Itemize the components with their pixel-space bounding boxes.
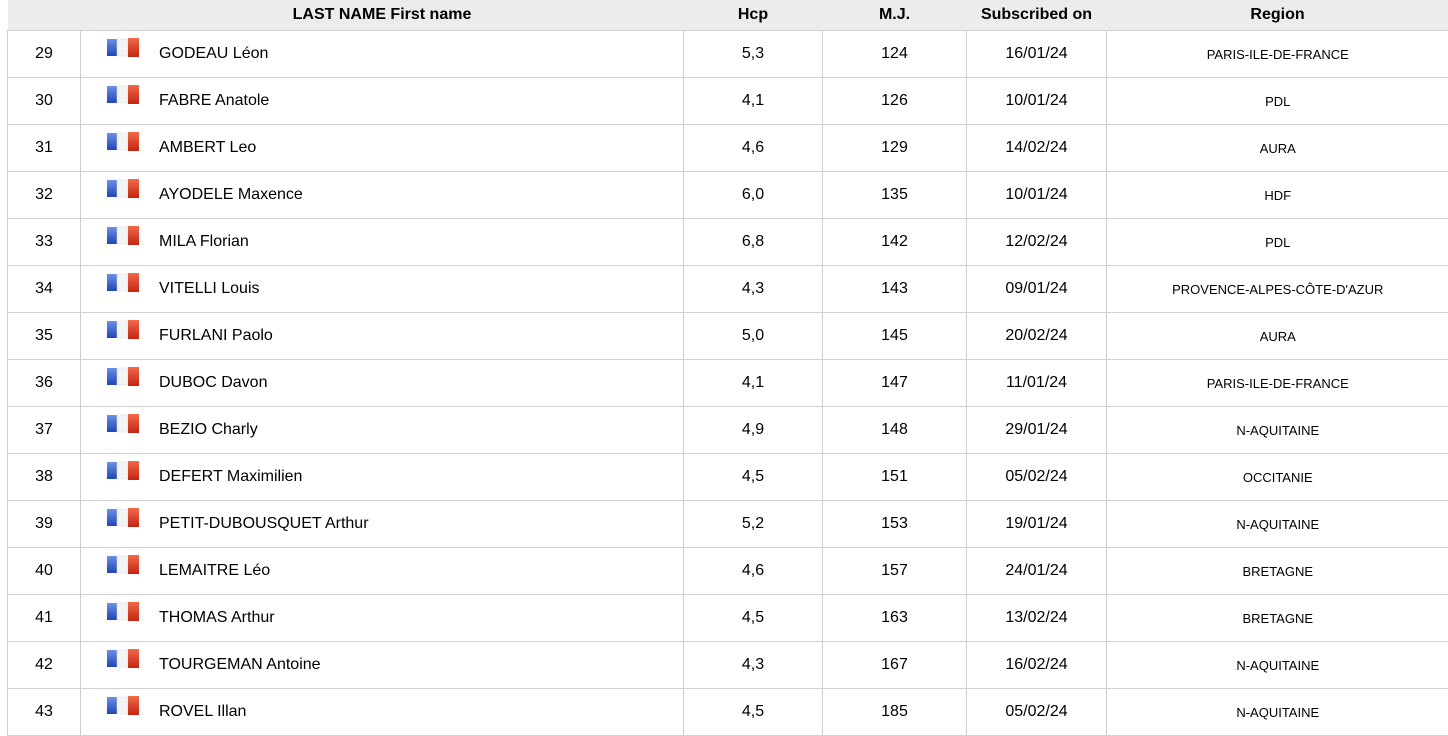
row-region: PARIS-ILE-DE-FRANCE <box>1107 360 1448 407</box>
row-hcp: 5,3 <box>684 31 823 78</box>
players-table <box>7 0 1448 736</box>
france-flag-icon <box>106 601 140 623</box>
row-hcp: 4,1 <box>684 78 823 125</box>
row-subscribed: 05/02/24 <box>967 689 1107 736</box>
row-name-cell <box>81 548 684 595</box>
row-subscribed: 29/01/24 <box>967 407 1107 454</box>
row-name-cell <box>81 454 684 501</box>
row-name-cell <box>81 595 684 642</box>
row-mj: 185 <box>823 689 967 736</box>
row-hcp: 5,2 <box>684 501 823 548</box>
name-wrap <box>81 360 683 406</box>
row-rank: 36 <box>8 360 81 407</box>
row-hcp: 4,6 <box>684 548 823 595</box>
row-subscribed: 10/01/24 <box>967 172 1107 219</box>
row-subscribed: 13/02/24 <box>967 595 1107 642</box>
player-name[interactable]: DEFERT Maximilien <box>159 468 302 486</box>
france-flag-icon <box>106 413 140 435</box>
table-row[interactable] <box>8 642 1448 689</box>
header-name[interactable]: LAST NAME First name <box>81 0 684 31</box>
row-region: PDL <box>1107 78 1448 125</box>
row-hcp: 4,9 <box>684 407 823 454</box>
france-flag-icon <box>106 507 140 529</box>
row-subscribed: 09/01/24 <box>967 266 1107 313</box>
table-row[interactable] <box>8 31 1448 78</box>
player-name[interactable]: GODEAU Léon <box>159 45 268 63</box>
row-region: OCCITANIE <box>1107 454 1448 501</box>
header-row <box>8 0 1448 31</box>
table-row[interactable] <box>8 454 1448 501</box>
player-name[interactable]: VITELLI Louis <box>159 280 260 298</box>
player-name[interactable]: AYODELE Maxence <box>159 186 303 204</box>
row-region: N-AQUITAINE <box>1107 642 1448 689</box>
row-rank: 40 <box>8 548 81 595</box>
france-flag-icon <box>106 178 140 200</box>
header-mj[interactable]: M.J. <box>823 0 967 31</box>
row-rank: 42 <box>8 642 81 689</box>
row-name-cell <box>81 172 684 219</box>
row-mj: 153 <box>823 501 967 548</box>
row-name-cell <box>81 689 684 736</box>
france-flag-icon <box>106 366 140 388</box>
player-name[interactable]: THOMAS Arthur <box>159 609 275 627</box>
row-rank: 38 <box>8 454 81 501</box>
row-rank: 43 <box>8 689 81 736</box>
france-flag-icon <box>106 37 140 59</box>
name-wrap <box>81 31 683 77</box>
row-name-cell <box>81 642 684 689</box>
row-rank: 39 <box>8 501 81 548</box>
table-row[interactable] <box>8 78 1448 125</box>
row-subscribed: 16/01/24 <box>967 31 1107 78</box>
header-region[interactable]: Region <box>1107 0 1448 31</box>
row-hcp: 6,8 <box>684 219 823 266</box>
row-mj: 124 <box>823 31 967 78</box>
row-region: AURA <box>1107 313 1448 360</box>
name-wrap <box>81 689 683 735</box>
header-hcp[interactable]: Hcp <box>684 0 823 31</box>
row-name-cell <box>81 31 684 78</box>
row-subscribed: 16/02/24 <box>967 642 1107 689</box>
table-row[interactable] <box>8 172 1448 219</box>
table-row[interactable] <box>8 595 1448 642</box>
row-subscribed: 10/01/24 <box>967 78 1107 125</box>
table-row[interactable] <box>8 313 1448 360</box>
player-name[interactable]: PETIT-DUBOUSQUET Arthur <box>159 515 369 533</box>
row-subscribed: 19/01/24 <box>967 501 1107 548</box>
table-body <box>8 31 1448 736</box>
row-mj: 167 <box>823 642 967 689</box>
row-rank: 33 <box>8 219 81 266</box>
name-wrap <box>81 219 683 265</box>
france-flag-icon <box>106 695 140 717</box>
france-flag-icon <box>106 84 140 106</box>
header-rank <box>8 0 81 31</box>
row-rank: 29 <box>8 31 81 78</box>
player-name[interactable]: ROVEL Illan <box>159 703 246 721</box>
row-mj: 147 <box>823 360 967 407</box>
player-name[interactable]: AMBERT Leo <box>159 139 256 157</box>
row-rank: 35 <box>8 313 81 360</box>
player-name[interactable]: FURLANI Paolo <box>159 327 273 345</box>
name-wrap <box>81 407 683 453</box>
table-row[interactable] <box>8 360 1448 407</box>
player-name[interactable]: TOURGEMAN Antoine <box>159 656 321 674</box>
row-mj: 135 <box>823 172 967 219</box>
player-name[interactable]: BEZIO Charly <box>159 421 258 439</box>
player-name[interactable]: FABRE Anatole <box>159 92 269 110</box>
row-rank: 37 <box>8 407 81 454</box>
row-subscribed: 12/02/24 <box>967 219 1107 266</box>
row-region: AURA <box>1107 125 1448 172</box>
player-name[interactable]: MILA Florian <box>159 233 249 251</box>
row-subscribed: 14/02/24 <box>967 125 1107 172</box>
table-row[interactable] <box>8 548 1448 595</box>
name-wrap <box>81 595 683 641</box>
row-region: PARIS-ILE-DE-FRANCE <box>1107 31 1448 78</box>
row-name-cell <box>81 407 684 454</box>
row-region: N-AQUITAINE <box>1107 501 1448 548</box>
row-subscribed: 24/01/24 <box>967 548 1107 595</box>
row-region: HDF <box>1107 172 1448 219</box>
row-mj: 163 <box>823 595 967 642</box>
player-name[interactable]: DUBOC Davon <box>159 374 267 392</box>
row-subscribed: 20/02/24 <box>967 313 1107 360</box>
row-mj: 142 <box>823 219 967 266</box>
row-rank: 31 <box>8 125 81 172</box>
name-wrap <box>81 125 683 171</box>
table-row[interactable] <box>8 125 1448 172</box>
row-mj: 151 <box>823 454 967 501</box>
row-hcp: 4,5 <box>684 454 823 501</box>
row-mj: 126 <box>823 78 967 125</box>
row-mj: 129 <box>823 125 967 172</box>
row-mj: 148 <box>823 407 967 454</box>
table-row[interactable] <box>8 689 1448 736</box>
row-name-cell <box>81 219 684 266</box>
table-row[interactable] <box>8 219 1448 266</box>
table-row[interactable] <box>8 407 1448 454</box>
row-hcp: 4,1 <box>684 360 823 407</box>
row-rank: 41 <box>8 595 81 642</box>
row-region: PROVENCE-ALPES-CÔTE-D'AZUR <box>1107 266 1448 313</box>
row-mj: 145 <box>823 313 967 360</box>
row-hcp: 4,6 <box>684 125 823 172</box>
name-wrap <box>81 548 683 594</box>
row-hcp: 4,5 <box>684 689 823 736</box>
name-wrap <box>81 313 683 359</box>
row-rank: 32 <box>8 172 81 219</box>
name-wrap <box>81 266 683 312</box>
row-subscribed: 11/01/24 <box>967 360 1107 407</box>
row-name-cell <box>81 125 684 172</box>
row-hcp: 4,5 <box>684 595 823 642</box>
row-mj: 157 <box>823 548 967 595</box>
player-name[interactable]: LEMAITRE Léo <box>159 562 270 580</box>
row-region: BRETAGNE <box>1107 548 1448 595</box>
row-name-cell <box>81 360 684 407</box>
row-rank: 30 <box>8 78 81 125</box>
table-row[interactable] <box>8 501 1448 548</box>
row-hcp: 4,3 <box>684 642 823 689</box>
row-hcp: 4,3 <box>684 266 823 313</box>
france-flag-icon <box>106 648 140 670</box>
row-name-cell <box>81 78 684 125</box>
france-flag-icon <box>106 554 140 576</box>
table-header <box>8 0 1448 31</box>
name-wrap <box>81 642 683 688</box>
row-hcp: 5,0 <box>684 313 823 360</box>
row-mj: 143 <box>823 266 967 313</box>
table-row[interactable] <box>8 266 1448 313</box>
row-name-cell <box>81 501 684 548</box>
row-hcp: 6,0 <box>684 172 823 219</box>
france-flag-icon <box>106 319 140 341</box>
name-wrap <box>81 172 683 218</box>
row-region: N-AQUITAINE <box>1107 407 1448 454</box>
france-flag-icon <box>106 272 140 294</box>
name-wrap <box>81 78 683 124</box>
row-region: BRETAGNE <box>1107 595 1448 642</box>
row-region: N-AQUITAINE <box>1107 689 1448 736</box>
france-flag-icon <box>106 225 140 247</box>
name-wrap <box>81 501 683 547</box>
header-subscribed[interactable]: Subscribed on <box>967 0 1107 31</box>
row-name-cell <box>81 313 684 360</box>
row-region: PDL <box>1107 219 1448 266</box>
name-wrap <box>81 454 683 500</box>
france-flag-icon <box>106 131 140 153</box>
row-name-cell <box>81 266 684 313</box>
row-rank: 34 <box>8 266 81 313</box>
row-subscribed: 05/02/24 <box>967 454 1107 501</box>
france-flag-icon <box>106 460 140 482</box>
